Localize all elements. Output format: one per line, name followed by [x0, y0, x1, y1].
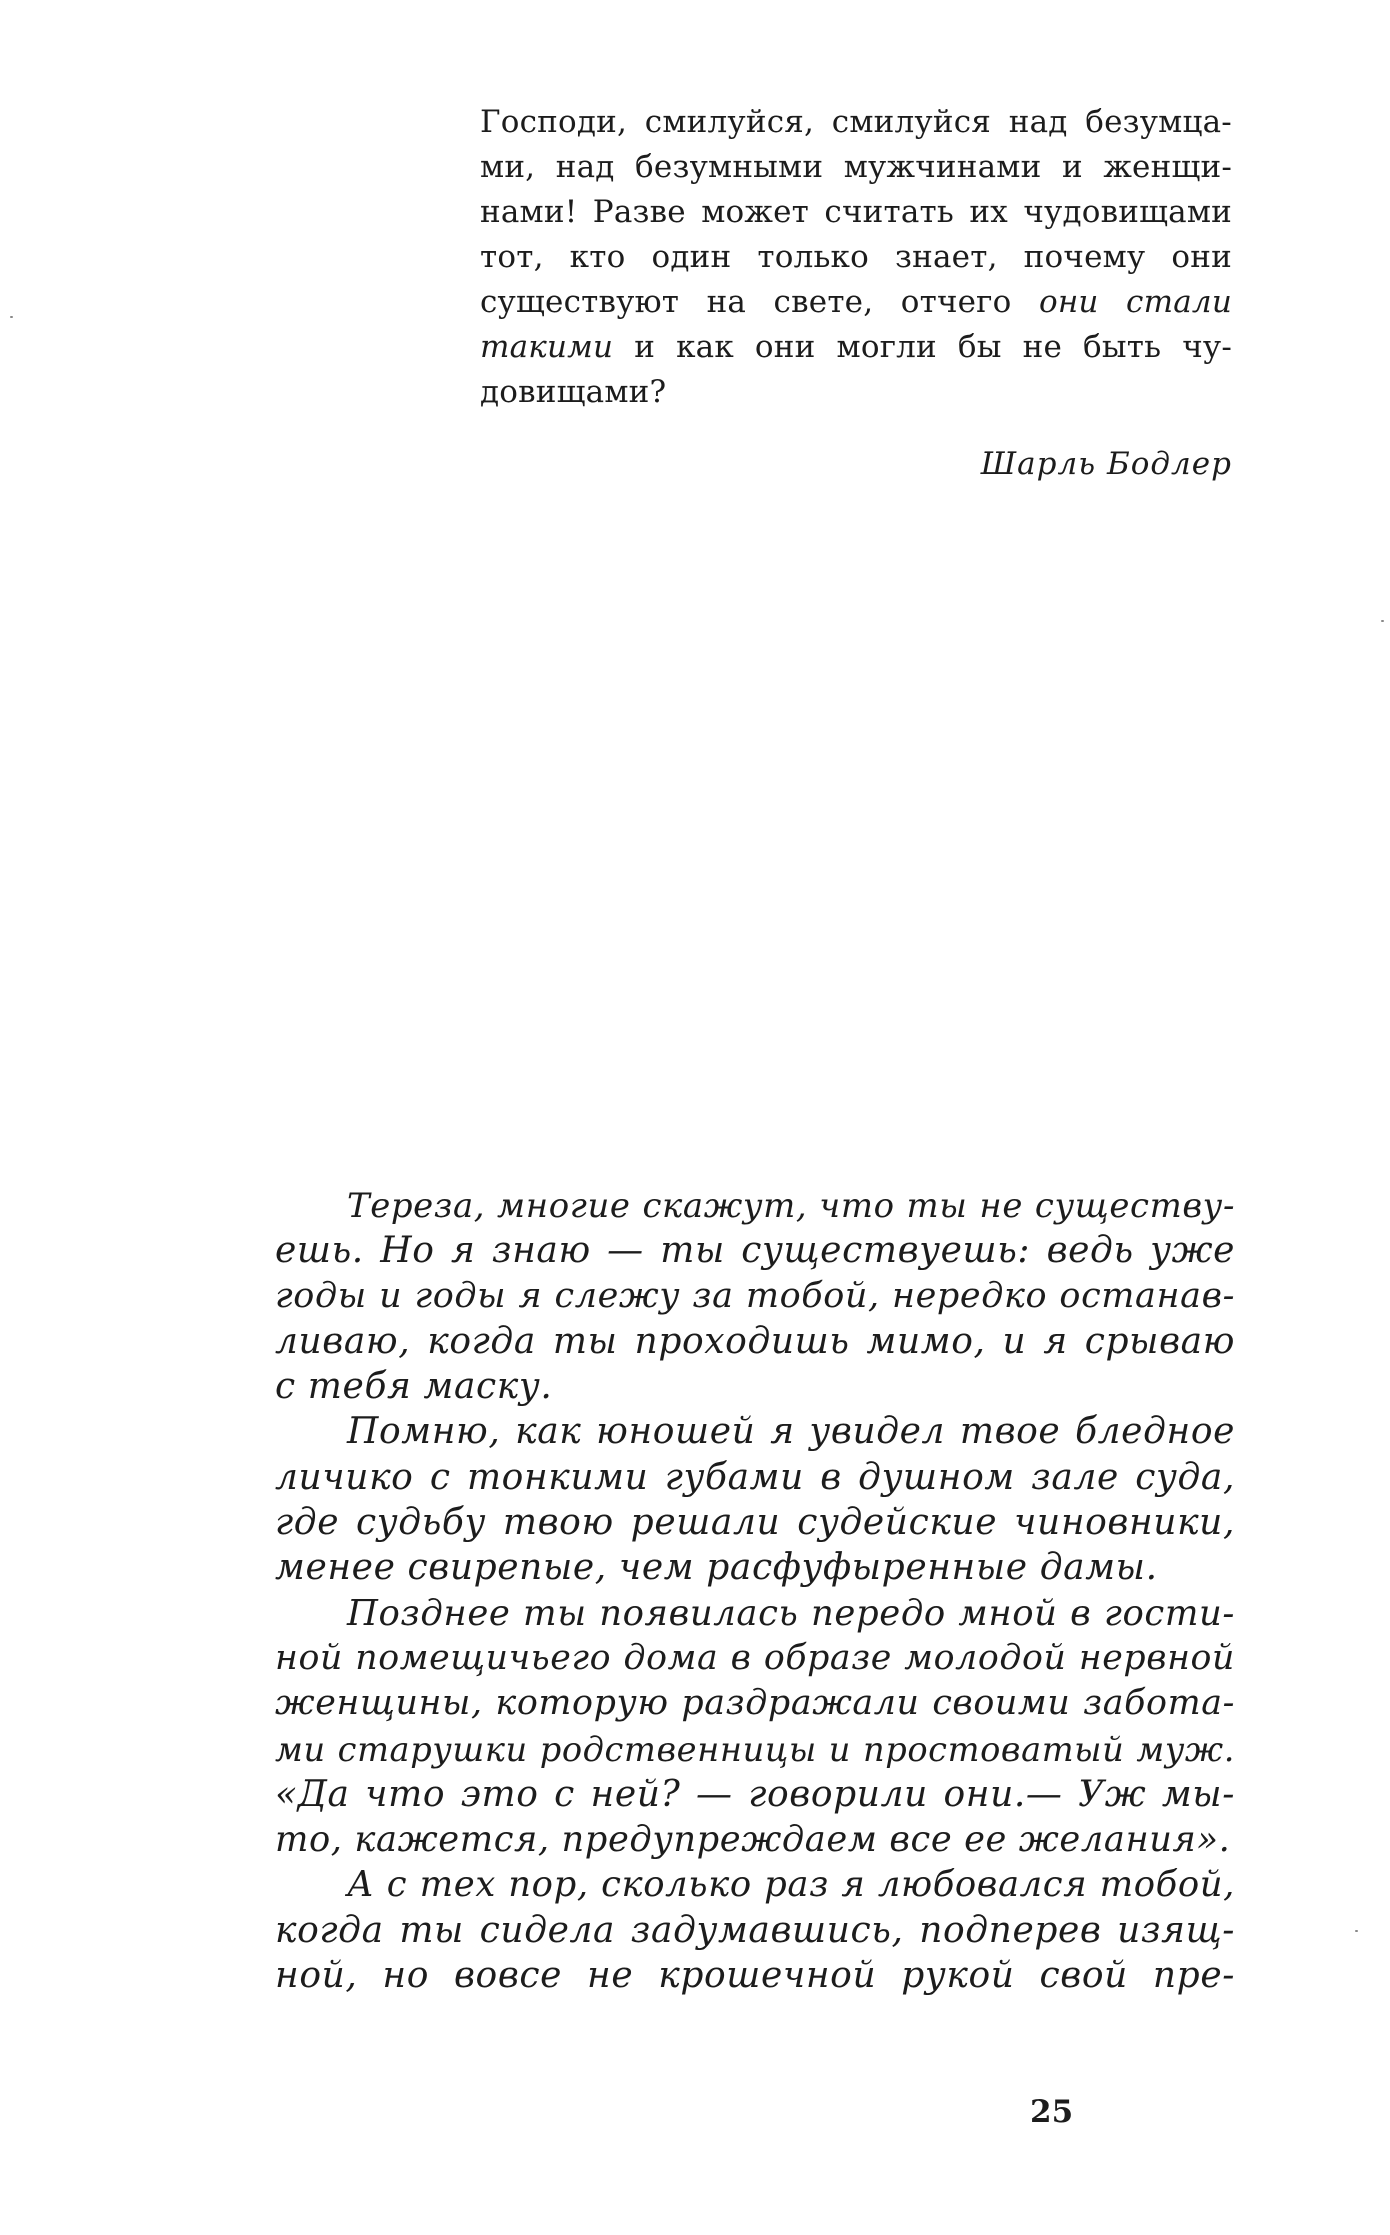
text-line: то, кажется, предупреждаем все ее желания».	[275, 1819, 1231, 1861]
text-line: Помню, как юношей я увидел твое бледное	[347, 1411, 1235, 1453]
epigraph	[480, 100, 1232, 415]
text-line: ливаю, когда ты проходишь мимо, и я срываю	[275, 1320, 1235, 1362]
epigraph-line	[480, 145, 1232, 190]
epigraph-line	[480, 325, 1232, 370]
text-line: женщины, которую раздражали своими забота-	[275, 1683, 1235, 1724]
scan-speck	[1381, 620, 1384, 622]
epigraph-fragment: существуют на свете, отчего	[480, 284, 1039, 320]
epigraph-fragment: Господи, смилуйся, смилуйся над безумца-	[480, 104, 1232, 140]
text-line: ной, но вовсе не крошечной рукой свой пре-	[275, 1955, 1235, 1997]
page-number: 25	[1030, 2094, 1074, 2130]
epigraph-line	[480, 280, 1232, 325]
epigraph-attribution: Шарль Бодлер	[980, 446, 1232, 482]
epigraph-line	[480, 100, 1232, 145]
text-line: личико с тонкими губами в душном зале суда,	[275, 1456, 1235, 1498]
text-line: Позднее ты появилась передо мной в гости-	[347, 1592, 1235, 1634]
text-line: где судьбу твою решали судейские чиновники,	[275, 1502, 1235, 1544]
text-line: «Да что это с ней? — говорили они.— Уж мы-	[275, 1773, 1235, 1815]
text-line: Тереза, многие скажут, что ты не существу-	[347, 1186, 1235, 1225]
text-line: с тебя маску.	[275, 1366, 553, 1408]
epigraph-fragment: нами! Разве может считать их чудовищами	[480, 194, 1232, 230]
text-line: А с тех пор, сколько раз я любовался тобой,	[347, 1864, 1235, 1906]
text-line: когда ты сидела задумавшись, подперев изящ-	[275, 1909, 1235, 1951]
text-line: годы и годы я слежу за тобой, нередко останав-	[275, 1275, 1235, 1316]
text-line: ми старушки родственницы и простоватый муж.	[275, 1729, 1235, 1769]
epigraph-fragment: и как они могли бы не быть чу-	[613, 329, 1232, 365]
text-line: ешь. Но я знаю — ты существуешь: ведь уже	[275, 1230, 1235, 1272]
epigraph-fragment: довищами?	[480, 374, 667, 410]
epigraph-italic-fragment: такими	[480, 329, 614, 365]
epigraph-line	[480, 190, 1232, 235]
text-line: ной помещичьего дома в образе молодой нервной	[275, 1637, 1235, 1678]
epigraph-fragment: ми, над безумными мужчинами и женщи-	[480, 149, 1232, 185]
epigraph-line	[480, 235, 1232, 280]
main-text	[275, 1183, 1235, 1998]
text-line: менее свирепые, чем расфуфыренные дамы.	[275, 1547, 1158, 1589]
scan-speck	[10, 316, 13, 318]
epigraph-line	[480, 370, 1232, 415]
scan-speck	[1355, 1930, 1358, 1932]
epigraph-italic-fragment: они стали	[1038, 284, 1232, 320]
epigraph-fragment: тот, кто один только знает, почему они	[480, 239, 1232, 275]
